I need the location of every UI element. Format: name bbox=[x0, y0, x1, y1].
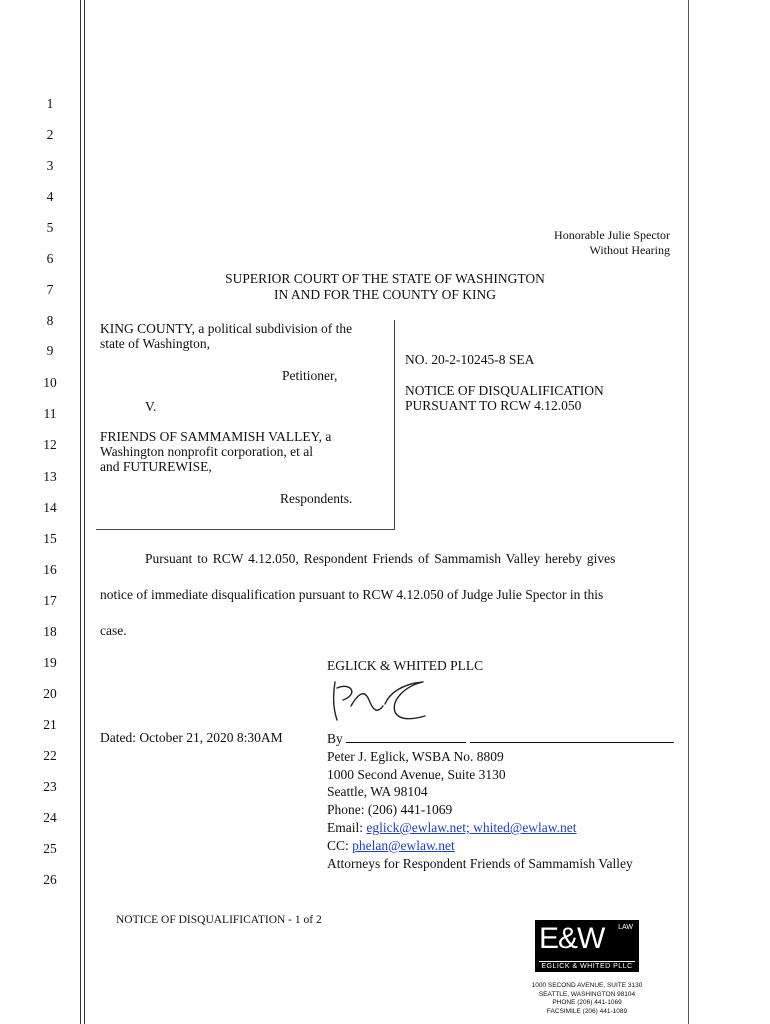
case-title-line2: PURSUANT TO RCW 4.12.050 bbox=[405, 398, 582, 413]
petitioner-name-line1: KING COUNTY, a political subdivision of the bbox=[100, 321, 353, 336]
by-label: By bbox=[327, 731, 343, 746]
line-number: 3 bbox=[46, 158, 54, 173]
logo-law-text: LAW bbox=[618, 924, 633, 931]
line-number: 6 bbox=[46, 251, 54, 266]
petitioner-role: Petitioner, bbox=[282, 368, 338, 383]
signature-image bbox=[325, 676, 435, 726]
email-link[interactable]: eglick@ewlaw.net; whited@ewlaw.net bbox=[366, 819, 577, 835]
footer-address-line1: 1000 SECOND AVENUE, SUITE 3130 bbox=[531, 982, 643, 989]
signature-underline bbox=[470, 730, 674, 743]
line-number: 11 bbox=[43, 406, 57, 421]
attorney-email bbox=[327, 819, 677, 837]
respondent-name-line1: FRIENDS OF SAMMAMISH VALLEY, a bbox=[100, 429, 332, 444]
line-number: 18 bbox=[43, 624, 57, 639]
respondent-role: Respondents. bbox=[280, 491, 353, 506]
court-heading-line2: IN AND FOR THE COUNTY OF KING bbox=[273, 287, 496, 302]
judge-name: Honorable Julie Spector bbox=[554, 228, 670, 242]
line-number: 14 bbox=[43, 500, 57, 515]
body-line-1: Pursuant to RCW 4.12.050, Respondent Friends of Sammamish Valley hereby gives bbox=[145, 551, 616, 566]
petitioner-name-line2: state of Washington, bbox=[100, 336, 211, 351]
case-number: NO. 20-2-10245-8 SEA bbox=[405, 352, 535, 367]
case-title-line1: NOTICE OF DISQUALIFICATION bbox=[405, 383, 604, 398]
versus: V. bbox=[145, 399, 157, 414]
line-number: 7 bbox=[46, 282, 54, 297]
attorney-phone: Phone: (206) 441-1069 bbox=[327, 802, 453, 818]
footer-address-line2: SEATTLE, WASHINGTON 98104 bbox=[538, 990, 636, 998]
attorney-address1: 1000 Second Avenue, Suite 3130 bbox=[327, 766, 506, 782]
attorney-cc bbox=[327, 837, 677, 855]
logo-main-text: E&W bbox=[539, 922, 605, 955]
cc-email-link[interactable]: phelan@ewlaw.net bbox=[352, 837, 455, 853]
line-number: 26 bbox=[43, 872, 57, 887]
line-number: 4 bbox=[46, 189, 54, 204]
hearing-type: Without Hearing bbox=[589, 243, 670, 257]
petitioner-block bbox=[100, 321, 390, 351]
line-number: 2 bbox=[46, 127, 54, 142]
firm-logo bbox=[535, 920, 639, 972]
signature-line bbox=[327, 730, 677, 748]
signature-underline bbox=[346, 730, 466, 743]
line-number: 22 bbox=[43, 748, 57, 763]
line-number: 21 bbox=[43, 717, 57, 732]
footer-address-line4: FACSIMILE (206) 441-1089 bbox=[546, 1007, 628, 1015]
respondent-block bbox=[100, 429, 390, 474]
attorneys-for: Attorneys for Respondent Friends of Sammamish Valley bbox=[327, 855, 633, 871]
footer-label: NOTICE OF DISQUALIFICATION - 1 of 2 bbox=[116, 914, 322, 926]
logo-sub-text: EGLICK & WHITED PLLC bbox=[539, 961, 635, 970]
footer-address bbox=[500, 982, 674, 1016]
line-number: 23 bbox=[43, 779, 57, 794]
attorney-name: Peter J. Eglick, WSBA No. 8809 bbox=[327, 748, 504, 764]
line-number: 1 bbox=[46, 96, 54, 111]
right-margin-rule bbox=[688, 0, 689, 1024]
case-title bbox=[405, 383, 604, 413]
body-line-3: case. bbox=[100, 623, 127, 638]
line-number: 20 bbox=[43, 686, 57, 701]
attorney-address2: Seattle, WA 98104 bbox=[327, 784, 428, 800]
line-number: 9 bbox=[46, 343, 54, 358]
respondent-name-line2: Washington nonprofit corporation, et al bbox=[100, 444, 313, 459]
respondent-name-line3: and FUTUREWISE, bbox=[100, 459, 212, 474]
line-number: 16 bbox=[43, 562, 57, 577]
line-number: 5 bbox=[46, 220, 54, 235]
footer-address-line3: PHONE (206) 441-1069 bbox=[552, 999, 622, 1006]
email-label: Email: bbox=[327, 819, 367, 835]
dated-line: Dated: October 21, 2020 8:30AM bbox=[100, 730, 283, 745]
line-number: 24 bbox=[43, 810, 57, 825]
line-number: 25 bbox=[43, 841, 57, 856]
line-number: 13 bbox=[43, 469, 57, 484]
court-heading bbox=[100, 271, 670, 303]
cc-label: CC: bbox=[327, 837, 353, 853]
court-heading-line1: SUPERIOR COURT OF THE STATE OF WASHINGTON bbox=[225, 271, 545, 286]
firm-name: EGLICK & WHITED PLLC bbox=[327, 658, 484, 673]
signature-block bbox=[327, 730, 677, 872]
line-number: 15 bbox=[43, 531, 57, 546]
left-margin-rule-outer bbox=[80, 0, 81, 1024]
line-number: 19 bbox=[43, 655, 57, 670]
left-margin-rule-inner bbox=[84, 0, 85, 1024]
line-number: 8 bbox=[46, 313, 54, 328]
line-number: 17 bbox=[43, 593, 57, 608]
line-number: 10 bbox=[43, 375, 57, 390]
judge-header bbox=[420, 228, 670, 258]
body-line-2: notice of immediate disqualification pursuant to RCW 4.12.050 of Judge Julie Spector in this bbox=[100, 587, 604, 602]
line-number: 12 bbox=[43, 437, 57, 452]
